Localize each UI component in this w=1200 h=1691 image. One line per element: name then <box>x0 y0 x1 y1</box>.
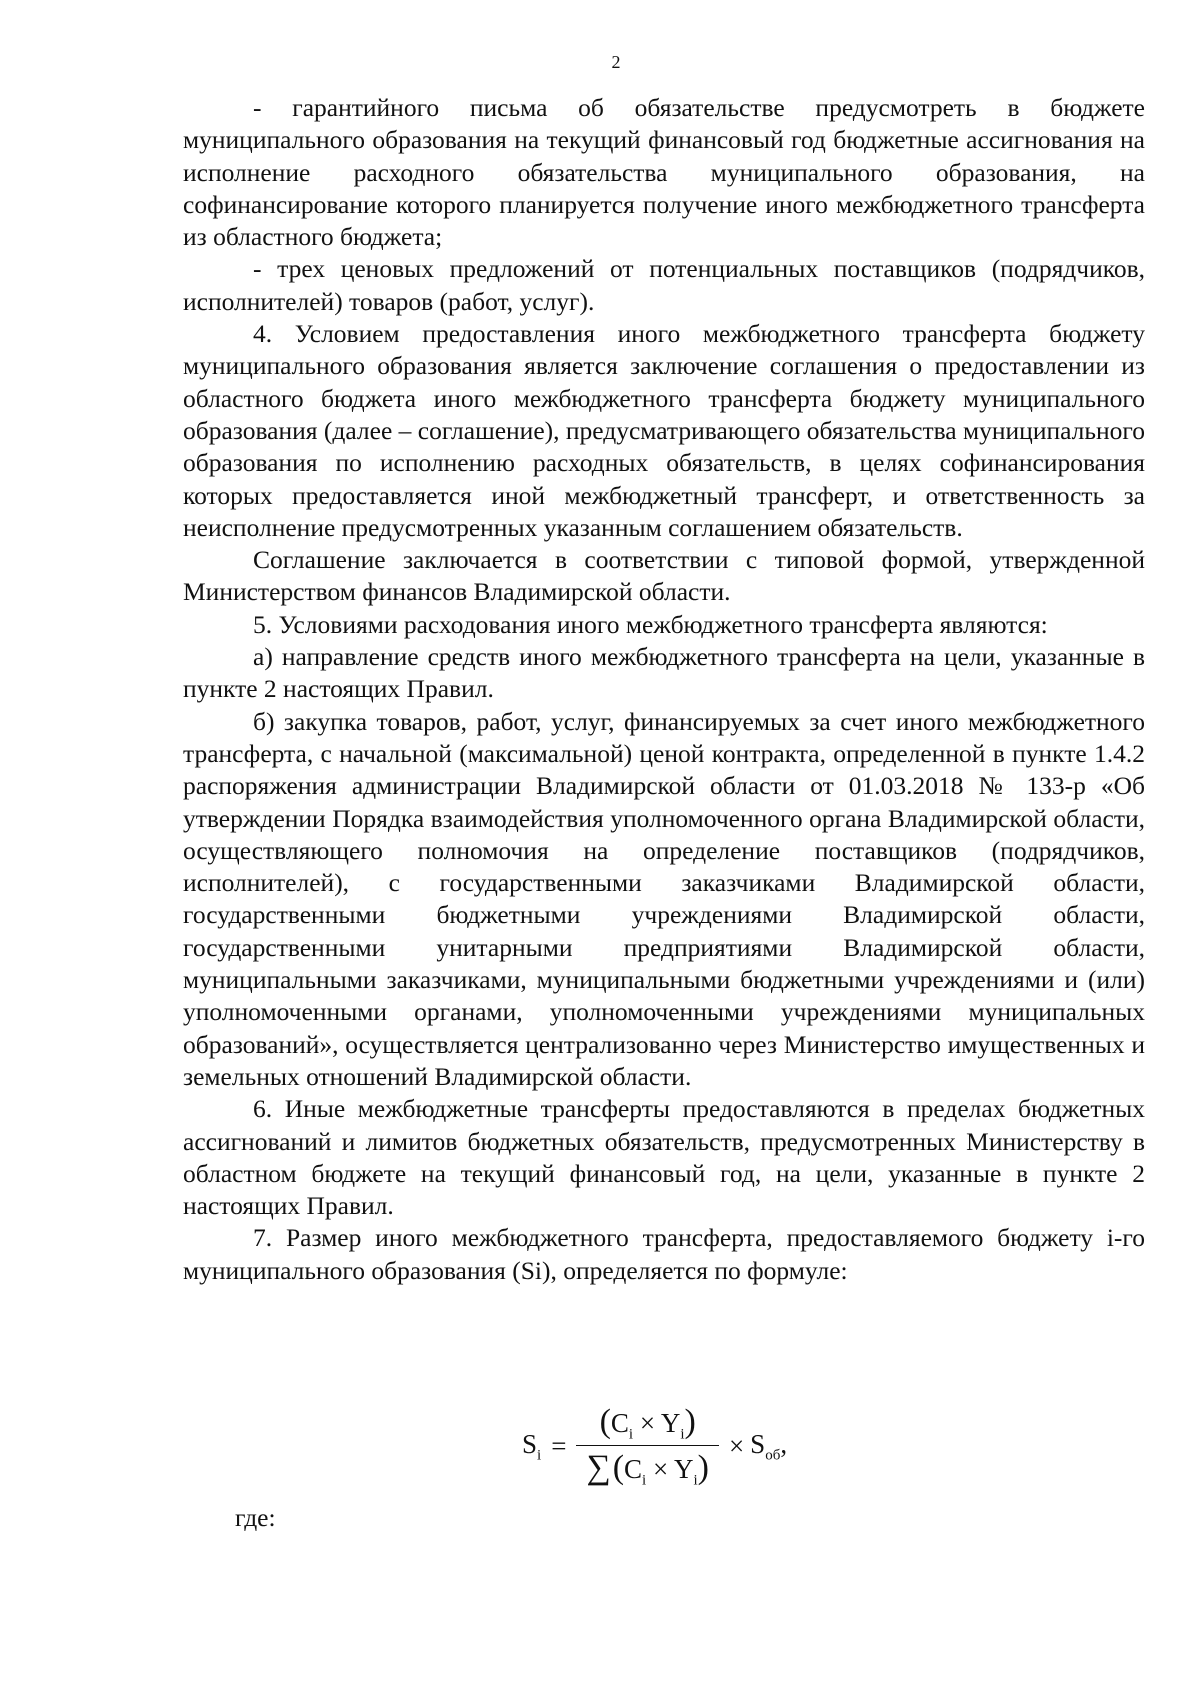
formula-s-ob: $S_{об}$, <box>750 1428 788 1464</box>
document-body <box>183 92 1145 1287</box>
paragraph-item-5b: б) закупка товаров, работ, услуг, финансируемых за счет иного межбюджетного трансферта, с начальной (максимальной) ценой контракта, определенной в пункте 1.4.2 распоряжения администрации Владимирской области от 01.03.2018 № 133-р «Об утверждении Порядка взаимодействия уполномоченного органа Владимирской области, осуществляющего полномочия на определение поставщиков (подрядчиков, исполнителей), с государственными заказчиками Владимирской области, государственными бюджетными учреждениями Владимирской области, государственными унитарными предприятиями Владимирской области, муниципальными заказчиками, муниципальными бюджетными учреждениями и (или) уполномоченными органами, уполномоченными учреждениями муниципальных образований», осуществляется централизованно через Министерство имущественных и земельных отношений Владимирской области. <box>183 706 1145 1091</box>
where-label: где: <box>235 1503 276 1532</box>
formula-lhs: $S_i$ <box>522 1428 542 1464</box>
paragraph-item-5: 5. Условиями расходования иного межбюджетного трансферта являются: <box>253 609 1048 639</box>
formula-fraction <box>576 1403 719 1490</box>
paragraph-item-6: 6. Иные межбюджетные трансферты предоставляются в пределах бюджетных ассигнований и лимитов бюджетных обязательств, предусмотренных Министерству в областном бюджете на текущий финансовый год, на цели, указанные в пункте 2 настоящих Правил. <box>183 1094 1145 1221</box>
paragraph-price-offers: - трех ценовых предложений от потенциальных поставщиков (подрядчиков, исполнителей) товаров (работ, услуг). <box>183 254 1145 316</box>
paragraph-item-4: 4. Условием предоставления иного межбюджетного трансферта бюджету муниципального образования является заключение соглашения о предоставлении из областного бюджета иного межбюджетного трансферта бюджету муниципального образования (далее – соглашение), предусматривающего обязательства муниципального образования по исполнению расходных обязательств, в целях софинансирования которых предоставляется иной межбюджетный трансферт, и ответственность за неисполнение предусмотренных указанным соглашением обязательств. <box>183 319 1145 542</box>
paragraph-item-7: 7. Размер иного межбюджетного трансферта, предоставляемого бюджету i-го муниципального образования (Si), определяется по формуле: <box>183 1223 1145 1285</box>
page-number: 2 <box>611 52 621 72</box>
paragraph-agreement: Соглашение заключается в соответствии с типовой формой, утвержденной Министерством финансов Владимирской области. <box>183 545 1145 607</box>
paragraph-guarantee-letter: - гарантийного письма об обязательстве предусмотреть в бюджете муниципального образования на текущий финансовый год бюджетные ассигнования на исполнение расходного обязательства муниципального образования, на софинансирование которого планируется получение иного межбюджетного трансферта из областного бюджета; <box>183 93 1145 252</box>
formula-times: × <box>728 1430 745 1461</box>
formula-numerator: $(C_i \times Y_i)$ <box>599 1403 696 1443</box>
formula <box>522 1403 787 1490</box>
formula-equals: = <box>551 1430 567 1461</box>
formula-denominator: $\sum(C_i \times Y_i)$ <box>576 1445 719 1489</box>
paragraph-item-5a: а) направление средств иного межбюджетного трансферта на цели, указанные в пункте 2 настоящих Правил. <box>183 642 1145 704</box>
